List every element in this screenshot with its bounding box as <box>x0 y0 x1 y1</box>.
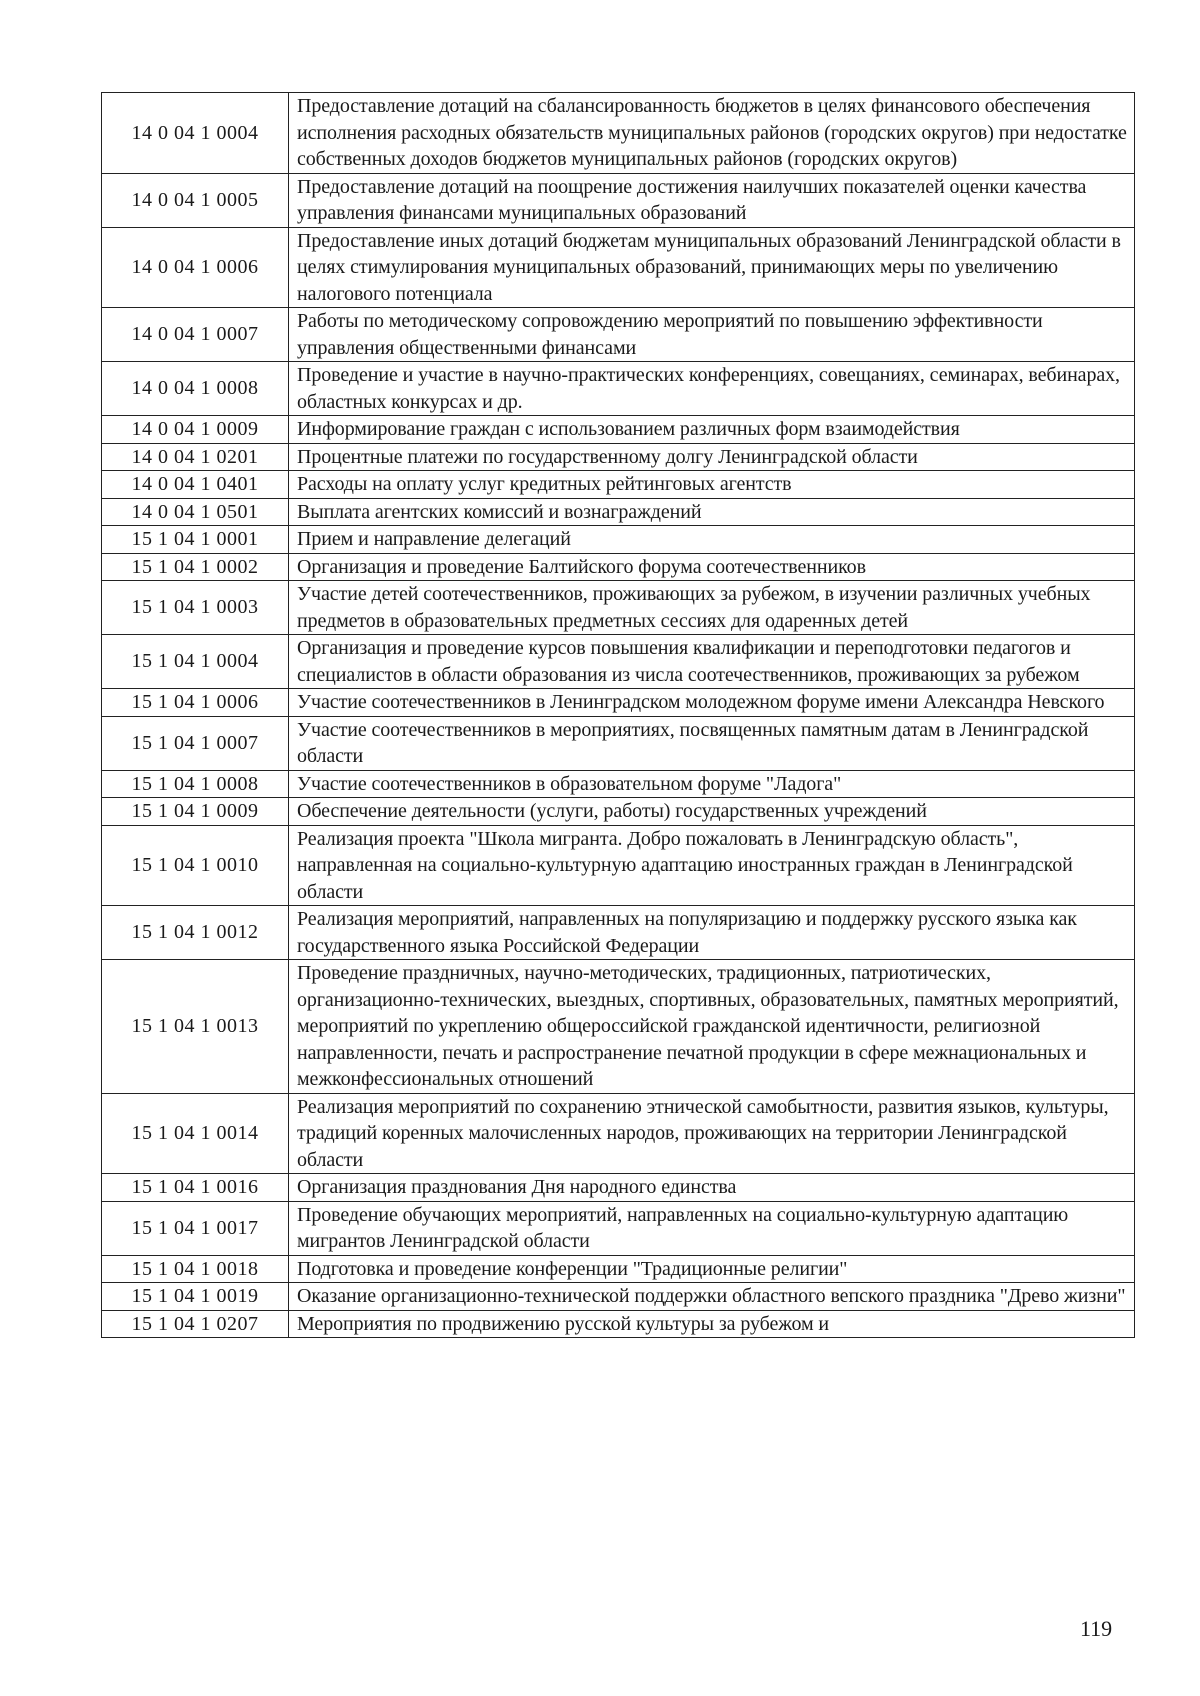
table-body <box>102 93 1135 1338</box>
row-description: Участие соотечественников в образовательном форуме "Ладога" <box>289 770 1135 798</box>
row-description: Реализация мероприятий по сохранению этнической самобытности, развития языков, культуры, традиций коренных малочисленных народов, проживающих на территории Ленинградской области <box>289 1093 1135 1174</box>
row-code: 15 1 04 1 0012 <box>102 906 289 960</box>
row-description: Расходы на оплату услуг кредитных рейтинговых агентств <box>289 471 1135 499</box>
table-row <box>102 1093 1135 1174</box>
table-row <box>102 1283 1135 1311</box>
table-row <box>102 227 1135 308</box>
row-description: Участие соотечественников в мероприятиях, посвященных памятным датам в Ленинградской области <box>289 716 1135 770</box>
row-code: 15 1 04 1 0207 <box>102 1310 289 1338</box>
row-description: Участие соотечественников в Ленинградском молодежном форуме имени Александра Невского <box>289 689 1135 717</box>
table-row <box>102 689 1135 717</box>
table-row <box>102 526 1135 554</box>
row-code: 15 1 04 1 0014 <box>102 1093 289 1174</box>
row-code: 15 1 04 1 0010 <box>102 825 289 906</box>
table-row <box>102 173 1135 227</box>
row-code: 15 1 04 1 0003 <box>102 581 289 635</box>
row-description: Участие детей соотечественников, проживающих за рубежом, в изучении различных учебных предметов в образовательных предметных сессиях для одаренных детей <box>289 581 1135 635</box>
row-description: Обеспечение деятельности (услуги, работы) государственных учреждений <box>289 798 1135 826</box>
row-description: Предоставление иных дотаций бюджетам муниципальных образований Ленинградской области в целях стимулирования муниципальных образований, принимающих меры по увеличению налогового потенциала <box>289 227 1135 308</box>
table-row <box>102 716 1135 770</box>
row-description: Прием и направление делегаций <box>289 526 1135 554</box>
row-description: Реализация проекта "Школа мигранта. Добро пожаловать в Ленинградскую область", направленная на социально-культурную адаптацию иностранных граждан в Ленинградской области <box>289 825 1135 906</box>
row-code: 14 0 04 1 0006 <box>102 227 289 308</box>
table-row <box>102 960 1135 1094</box>
row-description: Проведение праздничных, научно-методических, традиционных, патриотических, организационно-технических, выездных, спортивных, образовательных, памятных мероприятий, мероприятий по укреплению общероссийской гражданской идентичности, религиозной направленности, печать и распространение печатной продукции в сфере межнациональных и межконфессиональных отношений <box>289 960 1135 1094</box>
row-description: Мероприятия по продвижению русской культуры за рубежом и <box>289 1310 1135 1338</box>
row-code: 15 1 04 1 0018 <box>102 1255 289 1283</box>
row-description: Проведение обучающих мероприятий, направленных на социально-культурную адаптацию мигрантов Ленинградской области <box>289 1201 1135 1255</box>
row-description: Организация и проведение курсов повышения квалификации и переподготовки педагогов и специалистов в области образования из числа соотечественников, проживающих за рубежом <box>289 635 1135 689</box>
table-row <box>102 1255 1135 1283</box>
row-code: 14 0 04 1 0008 <box>102 362 289 416</box>
row-code: 15 1 04 1 0016 <box>102 1174 289 1202</box>
row-description: Выплата агентских комиссий и вознаграждений <box>289 498 1135 526</box>
budget-classification-table <box>101 92 1135 1338</box>
row-code: 15 1 04 1 0019 <box>102 1283 289 1311</box>
row-description: Работы по методическому сопровождению мероприятий по повышению эффективности управления общественными финансами <box>289 308 1135 362</box>
row-code: 15 1 04 1 0013 <box>102 960 289 1094</box>
row-code: 15 1 04 1 0007 <box>102 716 289 770</box>
table-row <box>102 906 1135 960</box>
table-row <box>102 553 1135 581</box>
table-row <box>102 1174 1135 1202</box>
row-description: Оказание организационно-технической поддержки областного вепского праздника "Древо жизни" <box>289 1283 1135 1311</box>
table-row <box>102 498 1135 526</box>
row-code: 14 0 04 1 0009 <box>102 416 289 444</box>
table-row <box>102 798 1135 826</box>
row-description: Проведение и участие в научно-практических конференциях, совещаниях, семинарах, вебинарах, областных конкурсах и др. <box>289 362 1135 416</box>
row-code: 14 0 04 1 0005 <box>102 173 289 227</box>
row-code: 15 1 04 1 0002 <box>102 553 289 581</box>
row-code: 14 0 04 1 0501 <box>102 498 289 526</box>
table-row <box>102 416 1135 444</box>
row-code: 14 0 04 1 0004 <box>102 93 289 174</box>
row-code: 14 0 04 1 0401 <box>102 471 289 499</box>
table-row <box>102 770 1135 798</box>
row-code: 15 1 04 1 0001 <box>102 526 289 554</box>
row-code: 15 1 04 1 0008 <box>102 770 289 798</box>
table-row <box>102 825 1135 906</box>
row-code: 15 1 04 1 0004 <box>102 635 289 689</box>
row-code: 15 1 04 1 0006 <box>102 689 289 717</box>
table-row <box>102 635 1135 689</box>
page-number: 119 <box>1080 1616 1113 1641</box>
table-row <box>102 1310 1135 1338</box>
row-description: Реализация мероприятий, направленных на популяризацию и поддержку русского языка как государственного языка Российской Федерации <box>289 906 1135 960</box>
table-row <box>102 93 1135 174</box>
table-row <box>102 471 1135 499</box>
table-row <box>102 1201 1135 1255</box>
table-row <box>102 308 1135 362</box>
row-code: 14 0 04 1 0201 <box>102 443 289 471</box>
row-code: 15 1 04 1 0017 <box>102 1201 289 1255</box>
row-description: Подготовка и проведение конференции "Традиционные религии" <box>289 1255 1135 1283</box>
row-description: Предоставление дотаций на сбалансированность бюджетов в целях финансового обеспечения исполнения расходных обязательств муниципальных районов (городских округов) при недостатке собственных доходов бюджетов муниципальных районов (городских округов) <box>289 93 1135 174</box>
table-row <box>102 362 1135 416</box>
row-description: Организация и проведение Балтийского форума соотечественников <box>289 553 1135 581</box>
row-description: Организация празднования Дня народного единства <box>289 1174 1135 1202</box>
row-description: Информирование граждан с использованием различных форм взаимодействия <box>289 416 1135 444</box>
row-description: Предоставление дотаций на поощрение достижения наилучших показателей оценки качества управления финансами муниципальных образований <box>289 173 1135 227</box>
row-description: Процентные платежи по государственному долгу Ленинградской области <box>289 443 1135 471</box>
table-row <box>102 443 1135 471</box>
table-row <box>102 581 1135 635</box>
row-code: 15 1 04 1 0009 <box>102 798 289 826</box>
row-code: 14 0 04 1 0007 <box>102 308 289 362</box>
